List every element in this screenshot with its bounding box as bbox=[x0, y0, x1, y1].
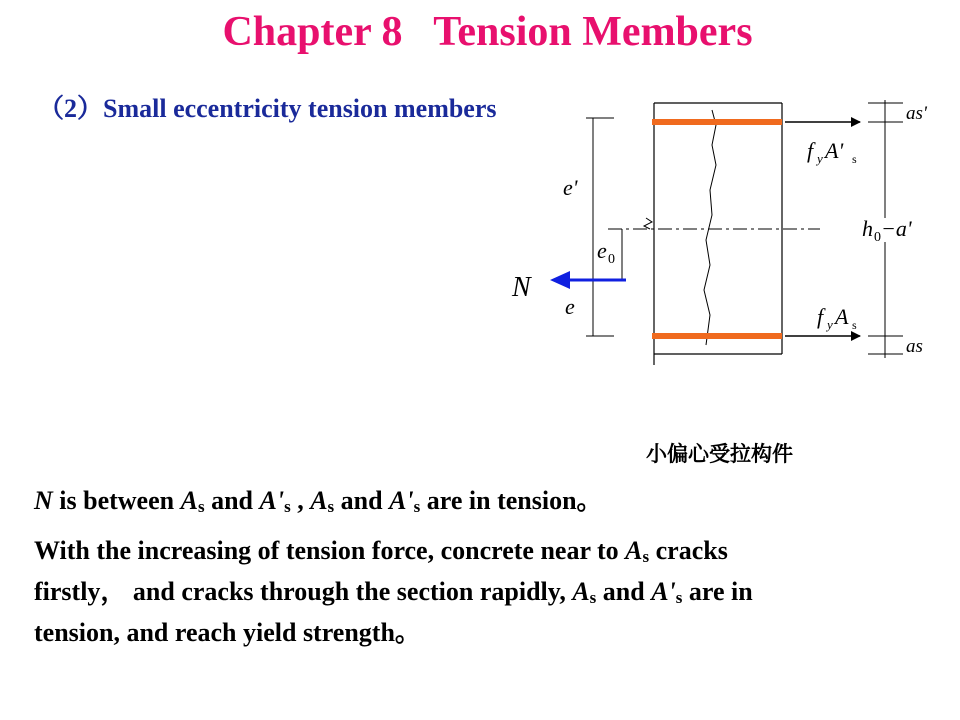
svg-text:s: s bbox=[852, 318, 857, 332]
label-e-prime: e' bbox=[563, 175, 578, 200]
paragraph-1: N is between $A_s$ and $A'_s$ , $A_s$ and $A'_s$ are in tension。 bbox=[34, 486, 603, 516]
label-fy-As bbox=[817, 304, 857, 332]
svg-text:h: h bbox=[862, 216, 873, 241]
paragraph-2-line-2: firstly， and cracks through the section rapidly, $A_s$ and $A'_s$ are in bbox=[34, 577, 753, 607]
label-fy-As-prime bbox=[807, 138, 857, 166]
section-outline bbox=[654, 103, 782, 365]
svg-text:s: s bbox=[852, 152, 857, 166]
slide-title: Chapter 8 Tension Members bbox=[222, 9, 753, 55]
svg-text:y: y bbox=[827, 317, 833, 332]
centroid-axis bbox=[608, 218, 820, 229]
label-e: e bbox=[565, 294, 575, 319]
paragraph-2-line-1: With the increasing of tension force, concrete near to $A_s$ cracks bbox=[34, 536, 728, 566]
label-e0 bbox=[597, 238, 615, 267]
diagram-caption: 小偏心受拉构件 bbox=[646, 442, 793, 466]
svg-text:y: y bbox=[817, 151, 823, 166]
eccentricity-dimensions bbox=[586, 118, 622, 336]
svg-text:f: f bbox=[817, 304, 824, 329]
crack-line bbox=[704, 110, 716, 345]
svg-text:−a': −a' bbox=[881, 216, 912, 241]
label-h0-minus-a bbox=[862, 216, 912, 245]
label-as-prime: as' bbox=[906, 103, 927, 124]
svg-text:f: f bbox=[807, 138, 814, 163]
paragraph-2-line-3: tension, and reach yield strength。 bbox=[34, 618, 421, 647]
svg-text:A: A bbox=[835, 304, 849, 329]
label-as: as bbox=[906, 336, 923, 357]
slide-subtitle: （2）Small eccentricity tension members bbox=[38, 94, 497, 123]
label-N: N bbox=[512, 272, 531, 303]
axial-force-arrow bbox=[550, 271, 626, 289]
svg-text:0: 0 bbox=[874, 230, 881, 245]
svg-text:e: e bbox=[597, 238, 607, 263]
svg-text:A': A' bbox=[825, 138, 844, 163]
svg-text:0: 0 bbox=[608, 252, 615, 267]
